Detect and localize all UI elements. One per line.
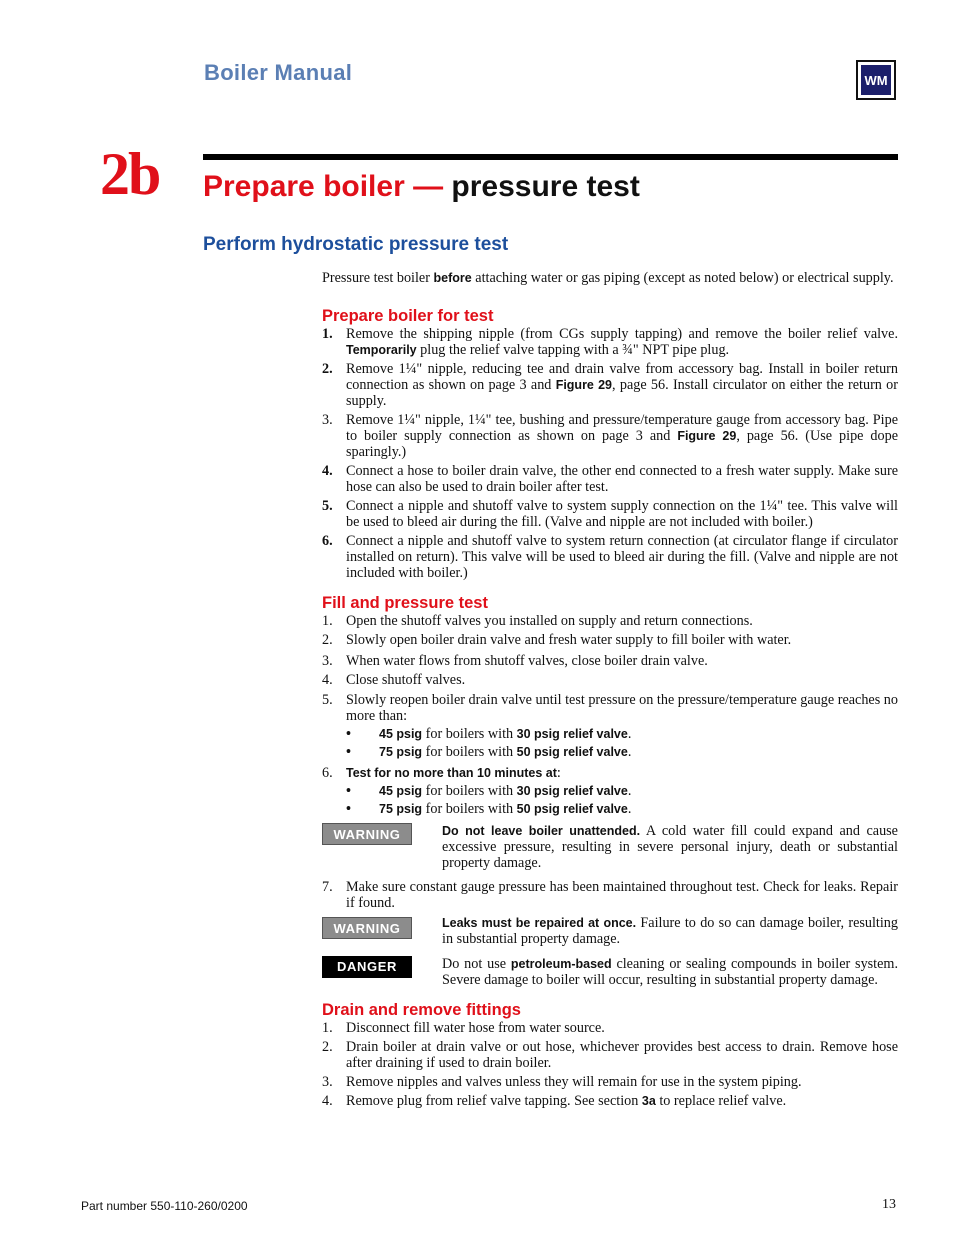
pressure-bullets-5 (322, 726, 898, 760)
list-item: 1. Disconnect fill water hose from water source. (322, 1020, 605, 1036)
list-item: • 75 psig for boilers with 50 psig relief valve. (346, 744, 632, 760)
list-item: 7. Make sure constant gauge pressure has been maintained throughout test. Check for leaks. Repair if found. (322, 879, 898, 911)
list-item: • 45 psig for boilers with 30 psig relief valve. (346, 783, 632, 799)
fill-list-7 (322, 879, 898, 911)
list-item: • 75 psig for boilers with 50 psig relief valve. (346, 801, 632, 817)
list-item: 1. Open the shutoff valves you installed on supply and return connections. (322, 613, 753, 629)
list-item: 3. Remove 1¼" nipple, 1¼" tee, bushing and pressure/temperature gauge from accessory bag. Pipe to boiler supply connection as shown on page 3 and Figure 29, page 56. (Use pipe dope sparingly.) (322, 412, 899, 460)
danger-petroleum: DANGER Do not use petroleum-based cleaning or sealing compounds in boiler system. Severe damage to boiler will occur, resulting in substantial property damage. (322, 956, 898, 988)
list-item: 4. Remove plug from relief valve tapping. See section 3a to replace relief valve. (322, 1093, 787, 1109)
warning-unattended: WARNING Do not leave boiler unattended. A cold water fill could expand and cause excessive pressure, resulting in severe personal injury, death or substantial property damage. (322, 823, 898, 871)
list-item: • 45 psig for boilers with 30 psig relief valve. (346, 726, 632, 742)
list-item: 1. Remove the shipping nipple (from CGs supply tapping) and remove the boiler relief valve. Temporarily plug the relief valve tapping with a ¾" NPT pipe plug. (322, 326, 898, 358)
warning-badge: WARNING (322, 823, 412, 845)
list-item: 3. When water flows from shutoff valves, close boiler drain valve. (322, 653, 708, 669)
part-number: Part number 550-110-260/0200 (81, 1199, 248, 1213)
warning-badge: WARNING (322, 917, 412, 939)
section-rule (203, 154, 898, 160)
list-item: 6. Test for no more than 10 minutes at: (322, 765, 561, 781)
list-item: 5. Slowly reopen boiler drain valve until test pressure on the pressure/temperature gauge reaches no more than: (322, 692, 898, 724)
subsection-title: Perform hydrostatic pressure test (203, 234, 509, 255)
brand-logo (856, 60, 896, 100)
drain-list (322, 1020, 898, 1109)
list-item: 2. Drain boiler at drain valve or out hose, whichever provides best access to drain. Remove hose after draining if used to drain boiler. (322, 1039, 898, 1071)
fill-heading: Fill and pressure test (322, 594, 488, 612)
brand-logo-mark: WM (861, 65, 891, 95)
prepare-list (322, 326, 898, 581)
page-number: 13 (882, 1197, 896, 1212)
list-item: 3. Remove nipples and valves unless they will remain for use in the system piping. (322, 1074, 802, 1090)
section-title-black: pressure test (443, 170, 640, 203)
list-item: 2. Slowly open boiler drain valve and fresh water supply to fill boiler with water. (322, 632, 792, 648)
section-title (203, 170, 640, 204)
fill-list (322, 613, 898, 724)
list-item: 6. Connect a nipple and shutoff valve to system return connection (at circulator flange if circulator installed on return). This valve will be used to bleed air during the fill. (Valve and nipple are not included with boiler.) (322, 533, 898, 581)
list-item: 4. Close shutoff valves. (322, 672, 466, 688)
intro-paragraph: Pressure test boiler before attaching water or gas piping (except as noted below) or electrical supply. (322, 270, 894, 286)
main-content (322, 270, 898, 1109)
danger-badge: DANGER (322, 956, 412, 978)
list-item: 5. Connect a nipple and shutoff valve to system supply connection on the 1¼" tee. This valve will be used to bleed air during the fill. (Valve and nipple are not included with boiler.) (322, 498, 898, 530)
pressure-bullets-6 (322, 783, 898, 817)
drain-heading: Drain and remove fittings (322, 1001, 521, 1019)
fill-list-6 (322, 765, 898, 781)
manual-title: Boiler Manual (204, 60, 353, 85)
list-item: 2. Remove 1¼" nipple, reducing tee and drain valve from accessory bag. Install in boiler return connection as shown on page 3 and Figure 29, page 56. Install circulator on either the return or supply. (322, 361, 899, 409)
prepare-heading: Prepare boiler for test (322, 307, 494, 325)
list-item: 4. Connect a hose to boiler drain valve, the other end connected to a fresh water supply. Make sure hose can also be used to drain boiler after test. (322, 463, 898, 495)
section-title-red: Prepare boiler — (203, 170, 444, 203)
warning-leaks: WARNING Leaks must be repaired at once. Failure to do so can damage boiler, resulting in substantial property damage. (322, 915, 898, 947)
section-number: 2b (100, 141, 160, 207)
